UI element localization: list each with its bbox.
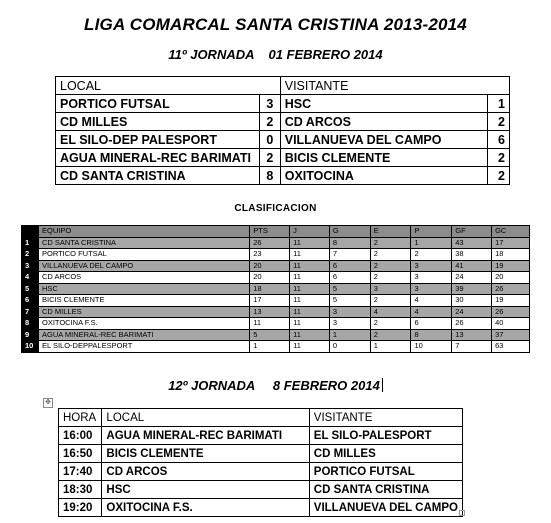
standings-gc: 18	[492, 249, 530, 261]
schedule-visitor-team: PORTICO FUTSAL	[309, 463, 462, 481]
schedule-visitor-team: CD SANTA CRISTINA	[309, 481, 462, 499]
result-local-team: EL SILO-DEP PALESPORT	[56, 131, 260, 149]
result-local-team: CD MILLES	[56, 113, 260, 131]
standings-gf: 13	[452, 329, 492, 341]
standings-pts: 23	[250, 249, 290, 261]
results-header-visitor: VISITANTE	[280, 77, 509, 95]
schedule-row	[59, 445, 463, 463]
standings-e: 2	[370, 237, 411, 249]
standings-j: 11	[290, 295, 330, 307]
standings-row	[22, 283, 530, 295]
standings-table	[21, 225, 530, 353]
standings-gc: 17	[492, 237, 530, 249]
standings-heading: CLASIFICACION	[234, 203, 317, 214]
schedule-time: 17:40	[59, 463, 102, 481]
standings-p: 8	[411, 329, 452, 341]
standings-col-p: P	[411, 226, 452, 238]
standings-gf: 39	[452, 283, 492, 295]
standings-pts: 26	[250, 237, 290, 249]
result-row	[56, 95, 510, 113]
standings-row	[22, 306, 530, 318]
standings-gc: 19	[492, 260, 530, 272]
standings-j: 11	[290, 329, 330, 341]
schedule-local-team: BICIS CLEMENTE	[102, 445, 309, 463]
round-12-heading-text: 12º JORNADA 8 FEBRERO 2014	[168, 378, 380, 393]
standings-g: 0	[329, 341, 370, 353]
schedule-local-team: OXITOCINA F.S.	[102, 499, 309, 517]
standings-col-g: G	[329, 226, 370, 238]
schedule-time: 16:50	[59, 445, 102, 463]
result-row	[56, 113, 510, 131]
standings-team: AGUA MINERAL-REC BARIMATI	[38, 329, 249, 341]
result-away-score: 2	[488, 149, 510, 167]
standings-col-team: EQUIPO	[38, 226, 249, 238]
result-visitor-team: OXITOCINA	[280, 167, 487, 185]
standings-g: 3	[329, 318, 370, 330]
standings-g: 5	[329, 283, 370, 295]
standings-j: 11	[290, 306, 330, 318]
result-row	[56, 149, 510, 167]
standings-row	[22, 260, 530, 272]
standings-j: 11	[290, 283, 330, 295]
standings-e: 2	[370, 329, 411, 341]
standings-team: BICIS CLEMENTE	[38, 295, 249, 307]
page-title: LIGA COMARCAL SANTA CRISTINA 2013-2014	[84, 15, 467, 34]
standings-col-j: J	[290, 226, 330, 238]
standings-gc: 26	[492, 283, 530, 295]
schedule-header-row	[59, 409, 463, 427]
standings-e: 1	[370, 341, 411, 353]
standings-pos: 4	[22, 272, 39, 284]
standings-team: VILLANUEVA DEL CAMPO	[38, 260, 249, 272]
standings-col-e: E	[370, 226, 411, 238]
round-12-heading	[0, 378, 551, 393]
standings-e: 4	[370, 306, 411, 318]
standings-gf: 30	[452, 295, 492, 307]
standings-row	[22, 329, 530, 341]
schedule-row	[59, 499, 463, 517]
standings-team: OXITOCINA F.S.	[38, 318, 249, 330]
standings-col-pts: PTS	[250, 226, 290, 238]
standings-p: 6	[411, 318, 452, 330]
schedule-time: 16:00	[59, 427, 102, 445]
standings-pts: 1	[250, 341, 290, 353]
result-local-team: CD SANTA CRISTINA	[56, 167, 260, 185]
standings-p: 3	[411, 283, 452, 295]
result-visitor-team: HSC	[280, 95, 487, 113]
standings-e: 2	[370, 260, 411, 272]
standings-pts: 13	[250, 306, 290, 318]
standings-team: CD SANTA CRISTINA	[38, 237, 249, 249]
result-home-score: 0	[259, 131, 280, 149]
result-home-score: 2	[259, 113, 280, 131]
schedule-time: 18:30	[59, 481, 102, 499]
standings-pos: 9	[22, 329, 39, 341]
results-header-local: LOCAL	[56, 77, 281, 95]
standings-gc: 37	[492, 329, 530, 341]
standings-row	[22, 249, 530, 261]
standings-pos: 1	[22, 237, 39, 249]
standings-row	[22, 341, 530, 353]
standings-g: 5	[329, 295, 370, 307]
standings-p: 1	[411, 237, 452, 249]
table-resize-handle[interactable]	[459, 510, 465, 516]
standings-gf: 24	[452, 272, 492, 284]
result-row	[56, 131, 510, 149]
standings-team: PORTICO FUTSAL	[38, 249, 249, 261]
standings-e: 2	[370, 249, 411, 261]
standings-team: CD MILLES	[38, 306, 249, 318]
standings-gf: 24	[452, 306, 492, 318]
standings-pts: 20	[250, 260, 290, 272]
standings-gf: 43	[452, 237, 492, 249]
schedule-local-team: CD ARCOS	[102, 463, 309, 481]
standings-e: 2	[370, 318, 411, 330]
schedule-row	[59, 463, 463, 481]
schedule-row	[59, 427, 463, 445]
standings-pos: 2	[22, 249, 39, 261]
standings-p: 2	[411, 249, 452, 261]
schedule-local-team: HSC	[102, 481, 309, 499]
result-row	[56, 167, 510, 185]
standings-j: 11	[290, 272, 330, 284]
standings-row	[22, 237, 530, 249]
standings-col-gf: GF	[452, 226, 492, 238]
standings-col-gc: GC	[492, 226, 530, 238]
schedule-header-local: LOCAL	[102, 409, 309, 427]
standings-gc: 63	[492, 341, 530, 353]
standings-j: 11	[290, 341, 330, 353]
standings-e: 2	[370, 295, 411, 307]
standings-pts: 18	[250, 283, 290, 295]
schedule-header-visitor: VISITANTE	[309, 409, 462, 427]
standings-gc: 40	[492, 318, 530, 330]
standings-gc: 19	[492, 295, 530, 307]
result-home-score: 8	[259, 167, 280, 185]
schedule-visitor-team: VILLANUEVA DEL CAMPO	[309, 499, 462, 517]
standings-j: 11	[290, 237, 330, 249]
standings-gc: 20	[492, 272, 530, 284]
standings-pos: 7	[22, 306, 39, 318]
standings-g: 6	[329, 272, 370, 284]
results-header-row	[56, 77, 510, 95]
schedule-local-team: AGUA MINERAL-REC BARIMATI	[102, 427, 309, 445]
standings-j: 11	[290, 260, 330, 272]
text-cursor	[382, 378, 383, 392]
result-home-score: 2	[259, 149, 280, 167]
standings-gf: 26	[452, 318, 492, 330]
standings-p: 4	[411, 306, 452, 318]
standings-header-row	[22, 226, 530, 238]
standings-pos: 8	[22, 318, 39, 330]
standings-g: 7	[329, 249, 370, 261]
standings-g: 1	[329, 329, 370, 341]
standings-header-pos	[22, 226, 39, 238]
schedule-visitor-team: CD MILLES	[309, 445, 462, 463]
standings-pos: 6	[22, 295, 39, 307]
standings-pos: 3	[22, 260, 39, 272]
result-visitor-team: CD ARCOS	[280, 113, 487, 131]
standings-pts: 20	[250, 272, 290, 284]
standings-g: 3	[329, 306, 370, 318]
standings-gc: 26	[492, 306, 530, 318]
standings-gf: 41	[452, 260, 492, 272]
standings-row	[22, 272, 530, 284]
standings-pos: 5	[22, 283, 39, 295]
result-away-score: 6	[488, 131, 510, 149]
standings-pts: 17	[250, 295, 290, 307]
standings-row	[22, 295, 530, 307]
standings-j: 11	[290, 318, 330, 330]
standings-p: 3	[411, 260, 452, 272]
result-away-score: 2	[488, 113, 510, 131]
schedule-header-time: HORA	[59, 409, 102, 427]
result-home-score: 3	[259, 95, 280, 113]
standings-team: HSC	[38, 283, 249, 295]
standings-pts: 11	[250, 318, 290, 330]
standings-p: 4	[411, 295, 452, 307]
standings-e: 3	[370, 283, 411, 295]
table-move-handle-icon[interactable]: ✥	[43, 398, 53, 408]
standings-team: CD ARCOS	[38, 272, 249, 284]
standings-pts: 5	[250, 329, 290, 341]
result-away-score: 1	[488, 95, 510, 113]
result-local-team: PORTICO FUTSAL	[56, 95, 260, 113]
schedule-visitor-team: EL SILO-PALESPORT	[309, 427, 462, 445]
result-visitor-team: BICIS CLEMENTE	[280, 149, 487, 167]
schedule-row	[59, 481, 463, 499]
round-11-results-table	[55, 76, 510, 185]
standings-e: 2	[370, 272, 411, 284]
standings-p: 3	[411, 272, 452, 284]
standings-pos: 10	[22, 341, 39, 353]
result-local-team: AGUA MINERAL-REC BARIMATI	[56, 149, 260, 167]
standings-team: EL SILO-DEPPALESPORT	[38, 341, 249, 353]
round-11-heading: 11º JORNADA 01 FEBRERO 2014	[168, 47, 383, 62]
result-visitor-team: VILLANUEVA DEL CAMPO	[280, 131, 487, 149]
standings-gf: 7	[452, 341, 492, 353]
standings-j: 11	[290, 249, 330, 261]
standings-row	[22, 318, 530, 330]
standings-g: 8	[329, 237, 370, 249]
schedule-time: 19:20	[59, 499, 102, 517]
standings-g: 6	[329, 260, 370, 272]
standings-gf: 38	[452, 249, 492, 261]
result-away-score: 2	[488, 167, 510, 185]
standings-p: 10	[411, 341, 452, 353]
round-12-schedule-table	[58, 408, 463, 517]
